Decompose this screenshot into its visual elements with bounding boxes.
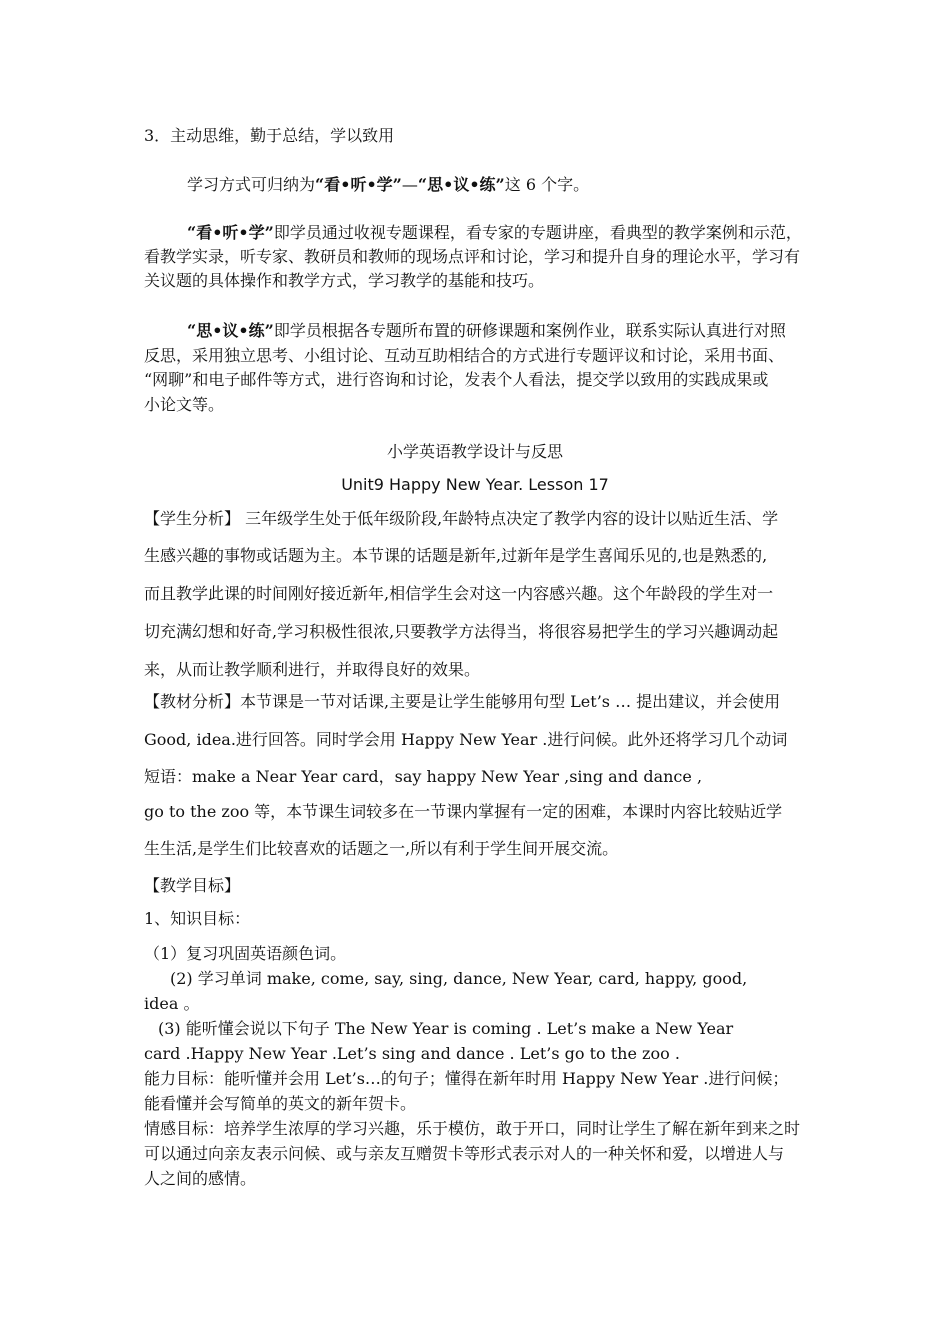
paragraph-keyword: “思•议•练” xyxy=(187,321,274,340)
paragraph-si-yi-lian-line-1 xyxy=(187,320,786,342)
student-analysis-line: 【学生分析】 三年级学生处于低年级阶段,年龄特点决定了教学内容的设计以贴近生活、学 xyxy=(144,509,779,528)
paragraph-kan-ting-xue-line-1 xyxy=(187,222,802,244)
material-analysis-line: 生生活,是学生们比较喜欢的话题之一,所以有利于学生间开展交流。 xyxy=(144,839,619,858)
summary-dash: — xyxy=(401,175,418,194)
lesson-subtitle: Unit9 Happy New Year. Lesson 17 xyxy=(341,475,609,494)
student-analysis-line: 来，从而让教学顺利进行，并取得良好的效果。 xyxy=(144,660,481,679)
goals-heading: 【教学目标】 xyxy=(144,876,241,895)
student-analysis-line: 而且教学此课的时间刚好接近新年,相信学生会对这一内容感兴趣。这个年龄段的学生对一 xyxy=(144,584,774,603)
paragraph-text: 即学员通过收视专题课程，看专家的专题讲座，看典型的教学案例和示范， xyxy=(273,223,802,242)
summary-suffix: 这 6 个字。 xyxy=(504,175,590,194)
knowledge-item-3-line-1: (3) 能听懂会说以下句子 The New Year is coming . Let’s make a New Year xyxy=(158,1019,734,1038)
keyword-si-yi-lian: “思•议•练” xyxy=(417,175,505,194)
paragraph-si-yi-lian-line-2: 反思，采用独立思考、小组讨论、互动互助相结合的方式进行专题评议和讨论，采用书面、 xyxy=(144,346,785,365)
paragraph-si-yi-lian-line-3: “网聊”和电子邮件等方式，进行咨询和讨论，发表个人看法，提交学以致用的实践成果或 xyxy=(144,370,769,389)
material-analysis-line: 【教材分析】本节课是一节对话课,主要是让学生能够用句型 Let’s … 提出建议，并会使用 xyxy=(144,692,781,711)
ability-goal-line-2: 能看懂并会写简单的英文的新年贺卡。 xyxy=(144,1094,417,1113)
summary-prefix: 学习方式可归纳为 xyxy=(187,175,316,194)
paragraph-kan-ting-xue-line-2: 看教学实录，听专家、教研员和教师的现场点评和讨论，学习和提升自身的理论水平，学习有 xyxy=(144,247,801,266)
material-analysis-line: Good, idea.进行回答。同时学会用 Happy New Year .进行问候。此外还将学习几个动词 xyxy=(144,730,788,749)
knowledge-heading: 1、知识目标： xyxy=(144,909,251,928)
emotion-goal-line-1: 情感目标：培养学生浓厚的学习兴趣，乐于模仿，敢于开口，同时让学生了解在新年到来之时 xyxy=(144,1119,801,1138)
knowledge-item-1: （1）复习巩固英语颜色词。 xyxy=(144,944,347,963)
section-heading: 3．主动思维，勤于总结，学以致用 xyxy=(144,126,395,145)
paragraph-si-yi-lian-line-4: 小论文等。 xyxy=(144,395,225,414)
ability-goal-line-1: 能力目标：能听懂并会用 Let’s…的句子；懂得在新年时用 Happy New Year .进行问候； xyxy=(144,1069,789,1088)
paragraph-text: 即学员根据各专题所布置的研修课题和案例作业，联系实际认真进行对照 xyxy=(273,321,786,340)
summary-line xyxy=(187,174,589,196)
material-analysis-line: 短语：make a Near Year card，say happy New Year ,sing and dance , xyxy=(144,767,703,786)
student-analysis-line: 生感兴趣的事物或话题为主。本节课的话题是新年,过新年是学生喜闻乐见的,也是熟悉的, xyxy=(144,546,768,565)
keyword-kan-ting-xue: “看•听•学” xyxy=(315,175,402,194)
paragraph-kan-ting-xue-line-3: 关议题的具体操作和教学方式，学习教学的基能和技巧。 xyxy=(144,271,545,290)
paragraph-keyword: “看•听•学” xyxy=(187,223,274,242)
knowledge-item-2-line-1: (2) 学习单词 make, come, say, sing, dance, New Year, card, happy, good, xyxy=(170,969,748,988)
knowledge-item-2-line-2: idea 。 xyxy=(144,994,200,1013)
knowledge-item-3-line-2: card .Happy New Year .Let’s sing and dance . Let’s go to the zoo . xyxy=(144,1044,680,1063)
emotion-goal-line-3: 人之间的感情。 xyxy=(144,1169,257,1188)
student-analysis-line: 切充满幻想和好奇,学习积极性很浓,只要教学方法得当，将很容易把学生的学习兴趣调动起 xyxy=(144,622,779,641)
emotion-goal-line-2: 可以通过向亲友表示问候、或与亲友互赠贺卡等形式表示对人的一种关怀和爱，以增进人与 xyxy=(144,1144,785,1163)
lesson-title: 小学英语教学设计与反思 xyxy=(386,442,563,461)
material-analysis-line: go to the zoo 等，本节课生词较多在一节课内掌握有一定的困难，本课时内容比较贴近学 xyxy=(144,802,783,821)
